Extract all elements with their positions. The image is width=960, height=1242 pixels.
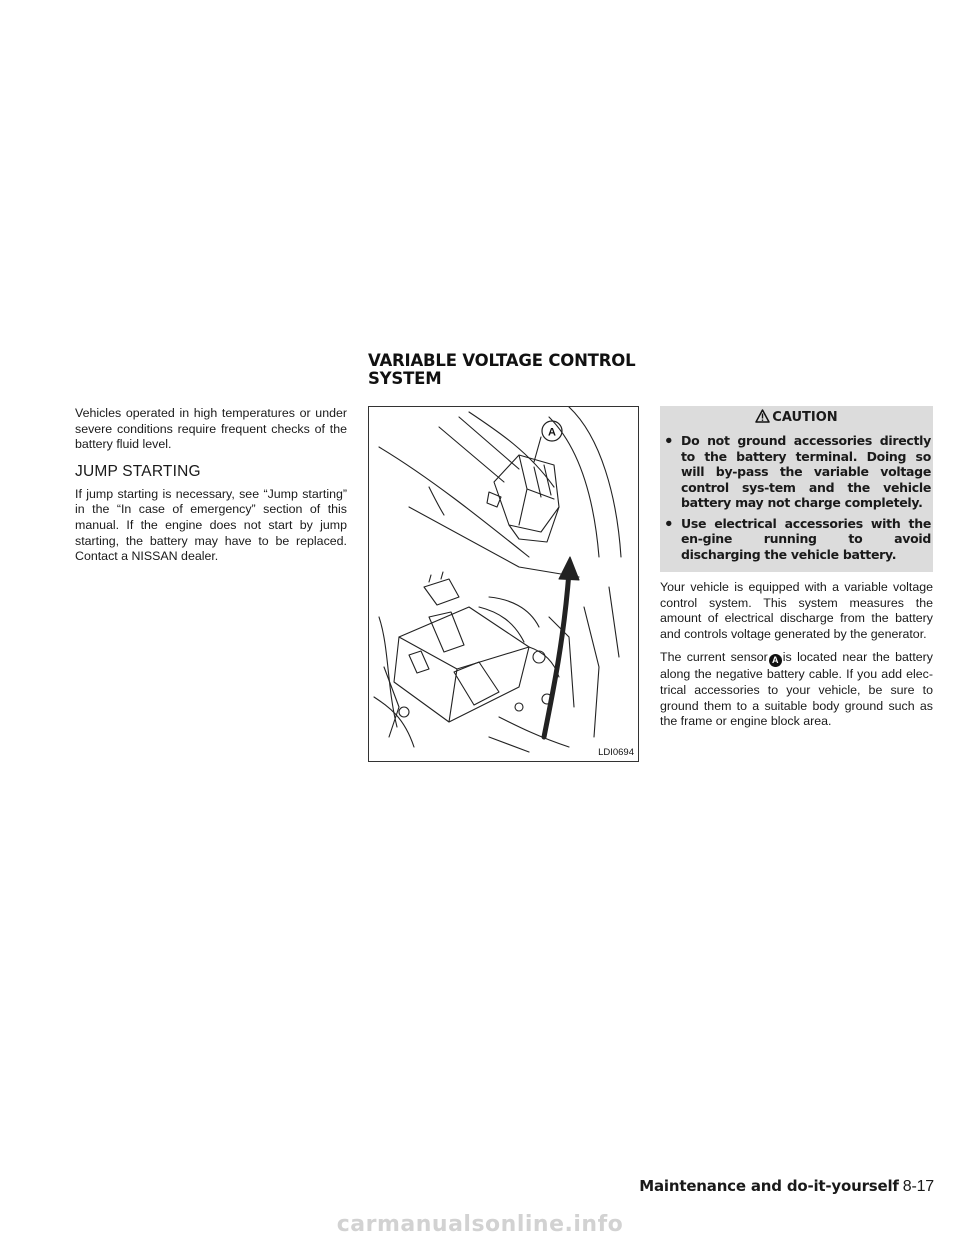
caution-title: CAUTION [772,410,838,425]
sensor-text-after: is located near the battery along the negative battery cable. If you add elec-trical accessories to your vehicle, be sure to ground them to a suitable body ground such as the frame or engine block area. [660,650,933,729]
section-title-line2: SYSTEM [368,369,442,388]
battery-fluid-paragraph: Vehicles operated in high temperatures or under severe conditions require frequent checks of the battery fluid level. [75,406,347,452]
jump-starting-heading: JUMP STARTING [75,462,201,480]
caution-item [662,433,931,511]
chapter-name: Maintenance and do-it-yourself [639,1177,899,1195]
system-description-paragraph: Your vehicle is equipped with a variable voltage control system. This system measures the amount of electrical discharge from the battery and controls voltage generated by the generator. [660,580,933,641]
caution-heading [662,409,931,428]
jump-starting-paragraph: If jump starting is necessary, see “Jump starting” in the “In case of emergency” section of this manual. If the engine does not start by jump starting, the battery may have to be replaced. Contact a NISSAN dealer. [75,486,347,564]
current-sensor-paragraph [660,650,933,729]
page-footer [639,1177,934,1196]
section-title [368,352,768,388]
right-column [660,406,933,738]
page-number: 8-17 [902,1178,934,1195]
figure-code: LDI0694 [598,747,634,758]
callout-label: A [548,426,556,439]
battery-illustration [368,406,639,762]
caution-item [662,516,931,563]
callout-marker-icon: A [769,654,782,667]
caution-box [660,406,933,572]
caution-item-text: Do not ground accessories directly to the battery terminal. Doing so will by-pass the variable voltage control sys-tem and the vehicle battery may not charge completely. [681,433,931,510]
bullet-icon: ● [665,433,673,447]
sensor-text-before: The current sensor [660,650,768,665]
section-title-line1: VARIABLE VOLTAGE CONTROL [368,351,636,370]
engine-bay-drawing [369,407,638,761]
warning-triangle-icon [755,409,770,428]
left-column [75,406,347,565]
watermark: carmanualsonline.info [336,1212,624,1237]
caution-item-text: Use electrical accessories with the en-gine running to avoid discharging the vehicle battery. [681,515,931,562]
bullet-icon: ● [665,515,673,530]
